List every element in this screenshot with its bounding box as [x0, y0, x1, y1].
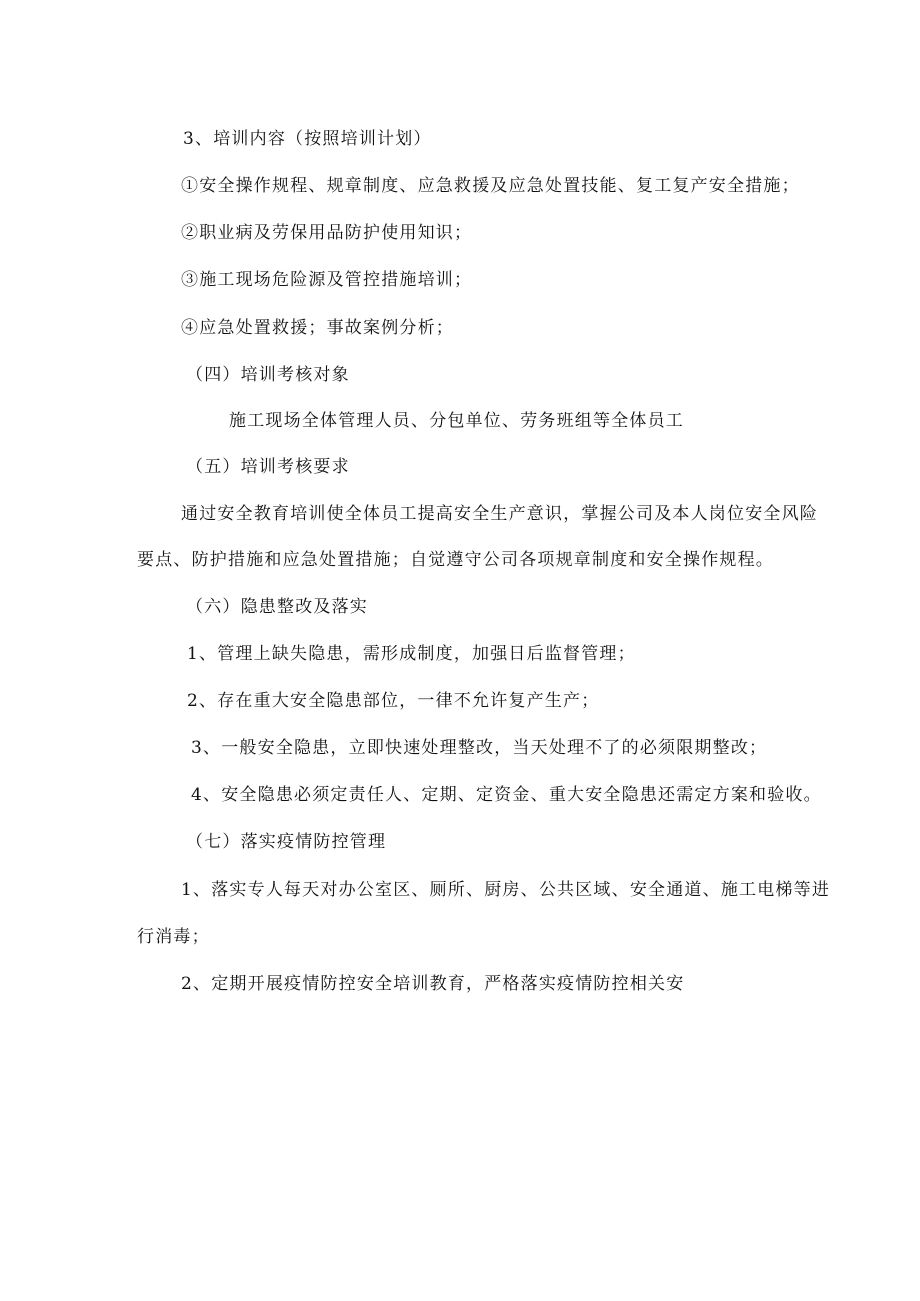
section-5-body-line-2: 要点、防护措施和应急处置措施；自觉遵守公司各项规章制度和安全操作规程。 [137, 550, 774, 570]
section-4-body: 施工现场全体管理人员、分包单位、劳务班组等全体员工 [229, 411, 684, 431]
section-6-item-2: 2、存在重大安全隐患部位，一律不允许复产生产； [187, 691, 600, 711]
section-6-heading: （六）隐患整改及落实 [186, 597, 368, 617]
training-item-2: ②职业病及劳保用品防护使用知识； [181, 223, 473, 243]
section-7-item-2: 2、定期开展疫情防控安全培训教育，严格落实疫情防控相关安 [181, 974, 685, 994]
training-item-4: ④应急处置救援；事故案例分析； [181, 318, 454, 338]
training-item-3: ③施工现场危险源及管控措施培训； [181, 270, 473, 290]
section-4-heading: （四）培训考核对象 [186, 365, 350, 385]
training-content-heading: 3、培训内容（按照培训计划） [183, 129, 432, 149]
section-5-body-line-1: 通过安全教育培训使全体员工提高安全生产意识，掌握公司及本人岗位安全风险 [181, 504, 818, 524]
section-7-item-1-line-1: 1、落实专人每天对办公室区、厕所、厨房、公共区域、安全通道、施工电梯等进 [181, 880, 831, 900]
section-7-heading: （七）落实疫情防控管理 [186, 832, 387, 852]
section-7-item-1-line-2: 行消毒； [137, 927, 210, 947]
section-6-item-1: 1、管理上缺失隐患，需形成制度，加强日后监督管理； [187, 644, 636, 664]
section-5-heading: （五）培训考核要求 [186, 457, 350, 477]
training-item-1: ①安全操作规程、规章制度、应急救援及应急处置技能、复工复产安全措施； [181, 176, 800, 196]
section-6-item-4: 4、安全隐患必须定责任人、定期、定资金、重大安全隐患还需定方案和验收。 [191, 785, 822, 805]
section-6-item-3: 3、一般安全隐患，立即快速处理整改，当天处理不了的必须限期整改； [191, 738, 768, 758]
